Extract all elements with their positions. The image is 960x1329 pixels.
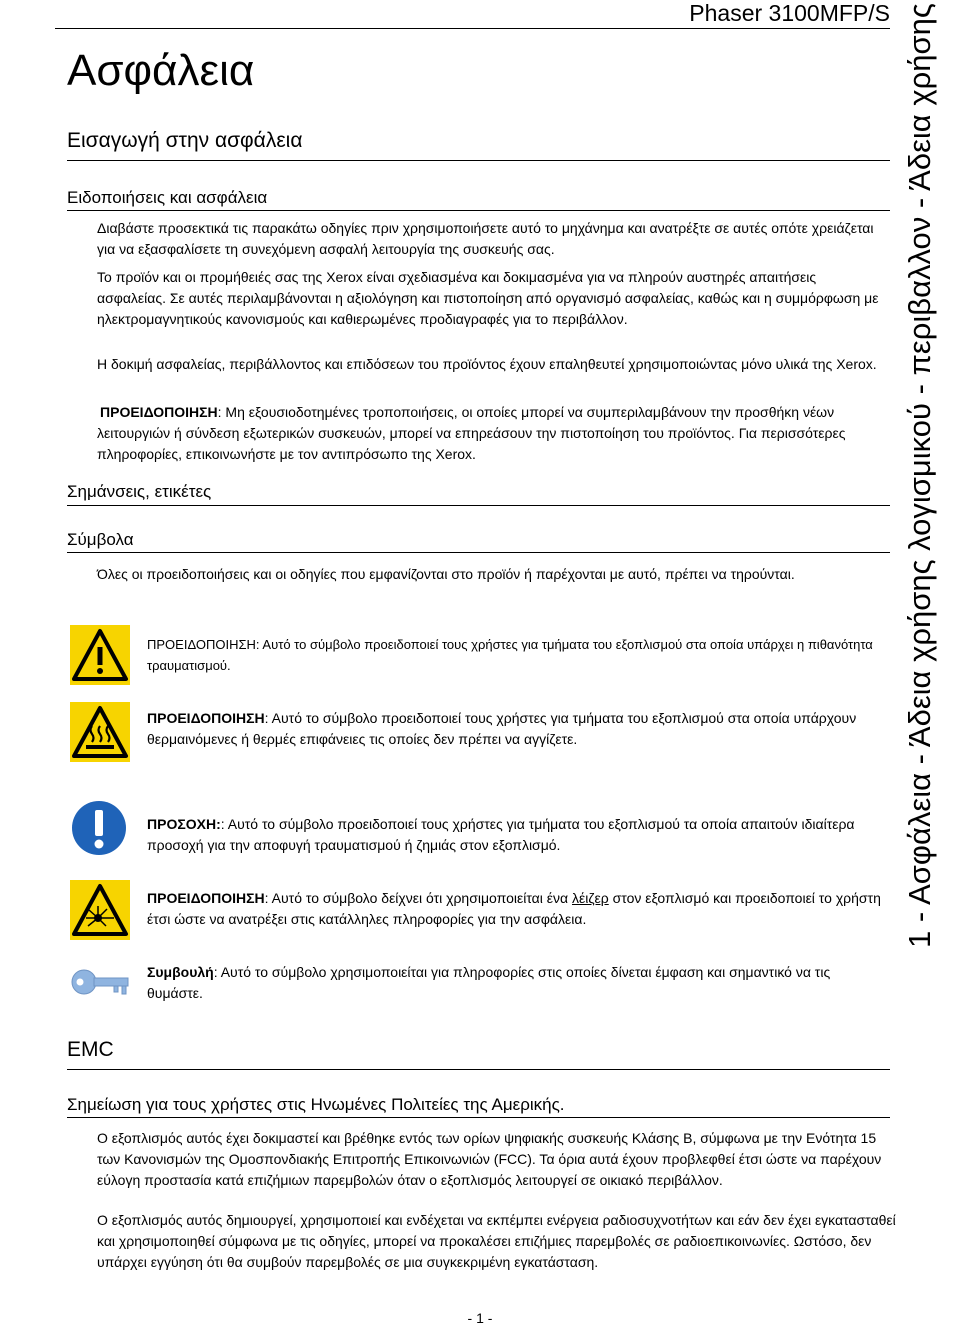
paragraph-modifications-warning xyxy=(97,402,897,465)
paragraph-product-design: Το προϊόν και οι προμήθειές σας της Xerox είναι σχεδιασμένα και δοκιμασμένα για να πληρούν αυστηρές απαιτήσεις ασφαλείας. Σε αυτές περιλαμβάνονται η αξιολόγηση και πιστοποίηση από οργανισμό ασφαλείας, καθώς και η συμμόρφωση με ηλεκτρομαγνητικούς κανονισμούς και καθιερωμένες προδιαγραφές για το περιβάλλον. xyxy=(97,269,879,327)
warning-text: : Μη εξουσιοδοτημένες τροποποιήσεις, οι οποίες μπορεί να συμπεριλαμβάνουν την προσθήκη νέων λειτουργιών ή σύνδεση εξωτερικών συσκευών, μπορεί να επηρεάσουν την πιστοποίηση του προϊόντος. Για περισσότερες πληροφορίες, επικοινωνήστε με τον αντιπρόσωπο της Xerox. xyxy=(97,404,846,462)
section-intro-heading: Εισαγωγή στην ασφάλεια xyxy=(67,129,303,152)
header-rule xyxy=(55,28,890,29)
header-model-title: Phaser 3100MFP/S xyxy=(689,0,890,26)
section-symbols-heading: Σύμβολα xyxy=(67,530,134,549)
section-rule xyxy=(67,552,890,553)
section-rule xyxy=(67,210,890,211)
symbol-hot-label: ΠΡΟΕΙΔΟΠΟΙΗΣΗ xyxy=(147,710,265,726)
section-emc-heading: EMC xyxy=(67,1038,114,1061)
paragraph-emc-interference: Ο εξοπλισμός αυτός δημιουργεί, χρησιμοποιεί και ενδέχεται να εκπέμπει ενέργεια ραδιοσυχνοτήτων και εάν δεν έχει εγκατασταθεί και χρησιμοποιηθεί σύμφωνα με τις οδηγίες, μπορεί να προκαλέσει επιζήμιες παρεμβολές σε ραδιοεπικοινωνίες. Ωστόσο, δεν υπάρχει εγγύηση ότι θα συμβούν παρεμβολές σε μια συγκεκριμένη εγκατάσταση. xyxy=(97,1212,896,1270)
section-rule xyxy=(67,1069,890,1070)
symbols-intro: Όλες οι προειδοποιήσεις και οι οδηγίες που εμφανίζονται στο προϊόν ή παρέχονται με αυτό, πρέπει να τηρούνται. xyxy=(97,566,795,582)
symbol-laser-text-before: : Αυτό το σύμβολο δείχνει ότι χρησιμοποιείται ένα xyxy=(264,890,572,906)
section-us-note-heading: Σημείωση για τους χρήστες στις Ηνωμένες Πολιτείες της Αμερικής. xyxy=(67,1095,565,1114)
warning-label: ΠΡΟΕΙΔΟΠΟΙΗΣΗ xyxy=(100,404,218,420)
symbol-caution-text: : Αυτό το σύμβολο προειδοποιεί τους χρήστες για τμήματα του εξοπλισμού τα οποία απαιτούν ιδιαίτερα προσοχή για την αποφυγή τραυματισμού ή ζημιάς στον εξοπλισμό. xyxy=(147,816,855,853)
page-title: Ασφάλεια xyxy=(67,46,255,95)
symbol-warning-description xyxy=(147,634,882,676)
warning-triangle-icon xyxy=(70,625,130,690)
symbol-caution-label: ΠΡΟΣΟΧΗ: xyxy=(147,816,221,832)
symbol-tip-text: : Αυτό το σύμβολο χρησιμοποιείται για πληροφορίες στις οποίες δίνεται έμφαση και σημαντικό να τις θυμάστε. xyxy=(147,964,831,1001)
page-number: - 1 - xyxy=(467,1310,493,1326)
symbol-warning-label: ΠΡΟΕΙΔΟΠΟΙΗΣΗ xyxy=(147,637,256,652)
section-rule xyxy=(67,505,890,506)
symbol-tip-description xyxy=(147,962,882,1004)
symbol-hot-text: : Αυτό το σύμβολο προειδοποιεί τους χρήστες για τμήματα του εξοπλισμού στα οποία υπάρχουν θερμαινόμενες ή θερμές επιφάνειες τις οποίες δεν πρέπει να αγγίζετε. xyxy=(147,710,857,747)
key-icon xyxy=(70,962,132,1007)
symbol-caution-description xyxy=(147,814,882,856)
laser-icon xyxy=(70,880,130,945)
paragraph-read-instructions: Διαβάστε προσεκτικά τις παρακάτω οδηγίες πριν χρησιμοποιήσετε αυτό το μηχάνημα και ανατρέξτε σε αυτές οπότε χρειάζεται για να εξασφαλίσετε τη συνεχόμενη ασφαλή λειτουργία της συσκευής σας. xyxy=(97,220,874,257)
symbol-warning-text: : Αυτό το σύμβολο προειδοποιεί τους χρήστες για τμήματα του εξοπλισμού στα οποία υπάρχει η πιθανότητα τραυματισμού. xyxy=(147,637,873,673)
hot-surface-icon xyxy=(70,702,130,767)
symbol-laser-text-after: στον εξοπλισμό και προειδοποιεί το χρήστη έτσι ώστε να ανατρέξει στις κατάλληλες πληροφορίες για την ασφάλεια. xyxy=(147,890,881,927)
symbol-laser-description xyxy=(147,888,882,930)
section-rule xyxy=(67,160,890,161)
laser-link[interactable]: λέιζερ xyxy=(572,890,609,906)
symbol-laser-label: ΠΡΟΕΙΔΟΠΟΙΗΣΗ xyxy=(147,890,265,906)
section-notices-heading: Ειδοποιήσεις και ασφάλεια xyxy=(67,188,268,207)
section-labels-heading: Σημάνσεις, ετικέτες xyxy=(67,482,212,501)
paragraph-emc-class-b: Ο εξοπλισμός αυτός έχει δοκιμαστεί και βρέθηκε εντός των ορίων ψηφιακής συσκευής Κλάσης B, σύμφωνα με την Ενότητα 15 των Κανονισμών της Ομοσπονδιακής Επιτροπής Επικοινωνιών (FCC). Τα όρια αυτά έχουν προβλεφθεί έτσι ώστε να παρέχουν εύλογη προστασία κατά επιζήμιων παρεμβολών όταν ο εξοπλισμός λειτουργεί σε οικιακό περιβάλλον. xyxy=(97,1130,882,1188)
paragraph-safety-testing: Η δοκιμή ασφαλείας, περιβάλλοντος και επιδόσεων του προϊόντος έχουν επαληθευτεί χρησιμοποιώντας μόνο υλικά της Xerox. xyxy=(97,356,877,372)
symbol-tip-label: Συμβουλή xyxy=(147,964,214,980)
section-rule xyxy=(67,1117,890,1118)
caution-icon xyxy=(71,800,127,861)
symbol-hot-description xyxy=(147,708,882,750)
side-tab-text: 1 - Ασφάλεια - Άδεια χρήσης λογισμικού - περιβαλλον - Άδεια χρήσης xyxy=(902,3,937,948)
